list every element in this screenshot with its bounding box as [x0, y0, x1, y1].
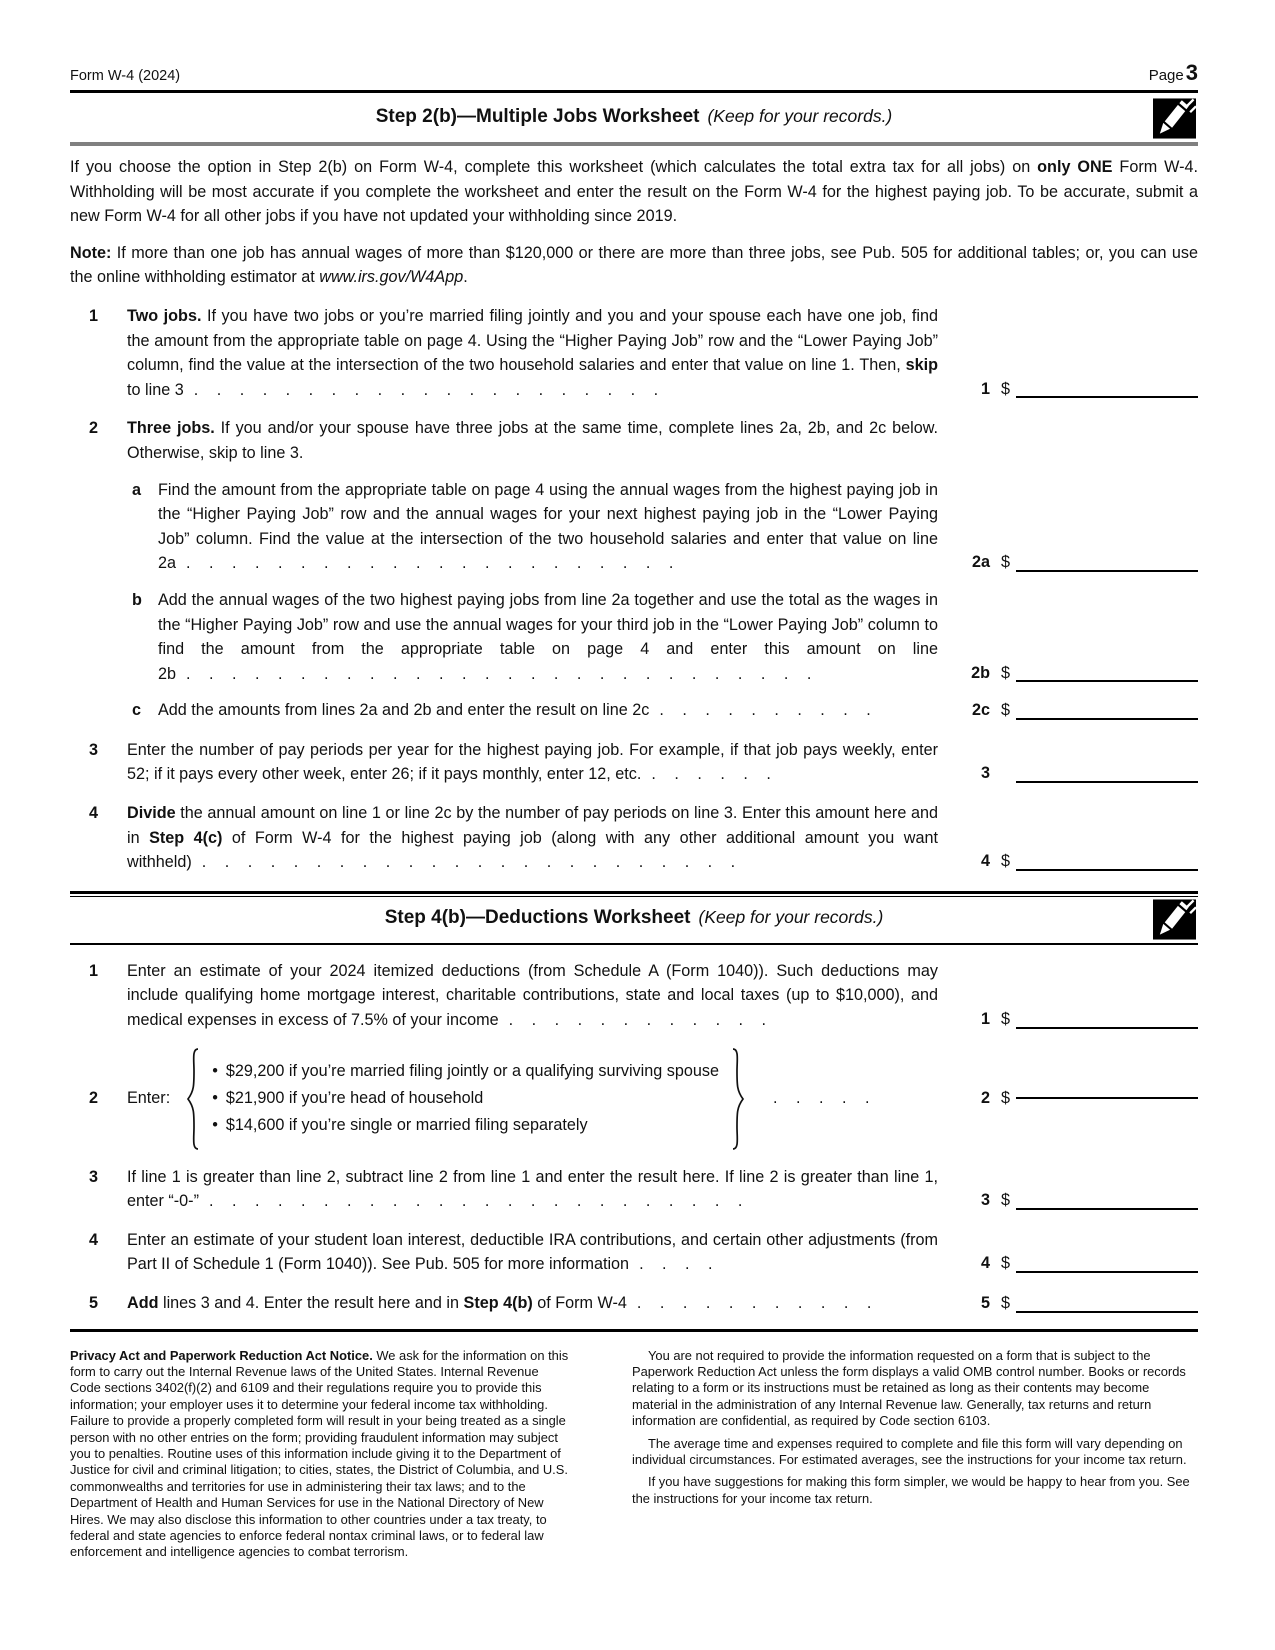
w1-line-2b	[70, 588, 1198, 686]
dollar-sign: $	[1001, 1294, 1011, 1312]
w1-line-4-amount-field[interactable]	[1016, 867, 1198, 871]
w2-line-1	[70, 959, 1198, 1033]
dollar-sign: $	[1001, 852, 1011, 871]
form-id: Form W-4 (2024)	[70, 68, 181, 84]
w1-line-2b-amount-field[interactable]	[1016, 678, 1198, 682]
w2-line-3-entry: 3 $	[950, 1165, 1198, 1214]
dollar-sign: $	[1001, 663, 1011, 682]
worksheet1-title: Step 2(b)—Multiple Jobs Worksheet	[375, 106, 700, 127]
w1-line-3	[70, 738, 1198, 787]
w2-line-2	[70, 1047, 1198, 1151]
dot-leader: . . . .	[639, 1255, 714, 1274]
dot-leader: . . . . . .	[651, 765, 772, 784]
w2-line-5-entry: 5 $	[950, 1291, 1198, 1317]
w1-line-1-number: 1	[89, 306, 99, 325]
dollar-sign: $	[1001, 1191, 1011, 1210]
w1-line-2	[70, 416, 1198, 465]
w2-line-1-entry: 1 $	[950, 959, 1198, 1033]
w1-line-2c-text: Add the amounts from lines 2a and 2b and enter the result on line 2c . . . . . . . . . .	[158, 701, 872, 720]
pencil-icon	[1153, 98, 1196, 139]
dot-leader: . . . . . . . . . . . . . . . . . . . . .	[193, 380, 660, 399]
w1-line-2b-text: Add the annual wages of the two highest paying jobs from line 2a together and use the total as the wages in the “Higher Paying Job” row and use the annual wages for your third job in the “Lower Paying Job” column to find the amount from the appropriate table on page 4 and enter this amount on line 2b . . . . . . . . . . . . . . . . . . . . . . . . . . . .	[158, 590, 938, 683]
footer-divider	[70, 1329, 1198, 1332]
dollar-sign: $	[1001, 1010, 1011, 1029]
w2-line-3-text: If line 1 is greater than line 2, subtract line 2 from line 1 and enter the result here. If line 2 is greater than line 1, enter “-0-” . . . . . . . . . . . . . . . . . . . . . . . .	[127, 1167, 938, 1211]
w1-line-1-entry: 1 $	[950, 304, 1198, 402]
w1-line-1-amount-field[interactable]	[1016, 394, 1198, 398]
dollar-sign: $	[1001, 1088, 1011, 1107]
worksheet2-subtitle: (Keep for your records.)	[698, 906, 884, 927]
w1-line-2b-entry: 2b $	[950, 588, 1198, 686]
w1-line-2c-letter: c	[132, 701, 142, 720]
worksheet2-header-band	[70, 891, 1198, 945]
bullet-icon: •	[212, 1116, 218, 1135]
dot-leader: . . . . . . . . . . . .	[508, 1011, 768, 1030]
w1-line-2a-amount-field[interactable]	[1016, 568, 1198, 572]
dot-leader: . . . . . . . . . . . . . . . . . . . . . .	[186, 554, 675, 573]
w2-line-5-text: Add lines 3 and 4. Enter the result here and in Step 4(b) of Form W-4 . . . . . . . . . . .	[127, 1294, 873, 1312]
right-brace-icon	[729, 1047, 747, 1151]
option-head-of-household: • $21,900 if you’re head of household	[212, 1089, 484, 1108]
enter-label: Enter:	[127, 1089, 171, 1108]
w2-line-5	[70, 1291, 1198, 1317]
w1-line-2c	[70, 698, 1198, 724]
privacy-act-notice: Privacy Act and Paperwork Reduction Act Notice. We ask for the information on this form to carry out the Internal Revenue laws of the United States. Internal Revenue Code sections 3402(f)(2) and 6109 and their regulations require you to provide this information; your employer uses it to determine your federal income tax withholding. Failure to provide a properly completed form will result in your being treated as a single person with no other entries on the form; providing fraudulent information may subject you to penalties. Routine uses of this information include giving it to the Department of Justice for civil and criminal litigation; to cities, states, the District of Columbia, and U.S. commonwealths and territories for use in administering their tax laws; and to the Department of Health and Human Services for use in the National Directory of New Hires. We may also disclose this information to other countries under a tax treaty, to federal and state agencies to enforce federal nontax criminal laws, or to federal law enforcement and intelligence agencies to combat terrorism.	[70, 1347, 569, 1560]
page-label: Page	[1148, 67, 1184, 84]
dot-leader: . . . . . . . . . . .	[636, 1294, 873, 1312]
w2-line-2-text	[127, 1047, 950, 1151]
w2-line-4-number: 4	[89, 1230, 99, 1249]
worksheet1-header-band	[70, 90, 1198, 146]
w2-line-4	[70, 1228, 1198, 1277]
w1-line-1-text: Two jobs. If you have two jobs or you’re married filing jointly and you and your spouse each have one job, find the amount from the appropriate table on page 4. Using the “Higher Paying Job” row and the “Lower Paying Job” column, find the value at the intersection of the two household salaries and enter that value on line 1. Then, skip to line 3 . . . . . . . . . . . . . . . . . . . . .	[127, 306, 938, 399]
option-married-jointly: • $29,200 if you’re married filing jointly or a qualifying surviving spouse	[212, 1062, 719, 1081]
dot-leader: . . . . . . . . . . . . . . . . . . . . . . . .	[201, 853, 737, 872]
w2-line-4-text: Enter an estimate of your student loan interest, deductible IRA contributions, and certain other adjustments (from Part II of Schedule 1 (Form 1040)). See Pub. 505 for more information . . . .	[127, 1230, 938, 1274]
bullet-icon: •	[212, 1062, 218, 1081]
w1-line-3-number: 3	[89, 740, 99, 759]
standard-deduction-options	[212, 1058, 719, 1139]
w1-line-2a-entry: 2a $	[950, 478, 1198, 576]
page-number: 3	[1185, 60, 1198, 85]
w1-line-2a-letter: a	[132, 480, 142, 499]
w1-line-2c-amount-field[interactable]	[1016, 716, 1198, 720]
withholding-estimator-url: www.irs.gov/W4App	[319, 268, 464, 287]
worksheet2-title: Step 4(b)—Deductions Worksheet	[384, 906, 691, 928]
w1-line-2a-text: Find the amount from the appropriate table on page 4 using the annual wages from the highest paying job in the “Higher Paying Job” row and the annual wages for your next highest paying job in the “Lower Paying Job” column. Find the value at the intersection of the two household salaries and enter that value on line 2a . . . . . . . . . . . . . . . . . . . . . .	[158, 480, 938, 573]
w1-line-4-number: 4	[89, 804, 99, 823]
dollar-sign: $	[1001, 1254, 1011, 1273]
worksheet1-note: Note: If more than one job has annual wages of more than $120,000 or there are more than three jobs, see Pub. 505 for additional tables; or, you can use the online withholding estimator at www.irs.gov/W4App.	[70, 243, 1198, 287]
w2-line-5-amount-field[interactable]	[1016, 1309, 1198, 1313]
notice-paragraph: The average time and expenses required to complete and file this form will vary depending on individual circumstances. For estimated averages, see the instructions for your income tax return.	[632, 1435, 1187, 1468]
notice-paragraph: If you have suggestions for making this form simpler, we would be happy to hear from you. See the instructions for your income tax return.	[632, 1474, 1190, 1506]
w2-line-3-number: 3	[89, 1167, 99, 1186]
worksheet1-intro: If you choose the option in Step 2(b) on Form W-4, complete this worksheet (which calculates the total extra tax for all jobs) on only ONE Form W-4. Withholding will be most accurate if you complete the worksheet and enter the result on the Form W-4 for the highest paying job. To be accurate, submit a new Form W-4 for all other jobs if you have not updated your withholding since 2019.	[70, 158, 1199, 226]
w1-line-2c-entry: 2c $	[950, 698, 1198, 724]
w2-line-1-text: Enter an estimate of your 2024 itemized deductions (from Schedule A (Form 1040)). Such deductions may include qualifying home mortgage interest, charitable contributions, state and local taxes (up to $10,000), and medical expenses in excess of 7.5% of your income . . . . . . . . . . . .	[127, 961, 938, 1030]
w2-line-1-amount-field[interactable]	[1016, 1025, 1198, 1029]
form-header	[70, 62, 1198, 90]
dollar-sign: $	[1001, 553, 1011, 572]
w1-line-1	[70, 304, 1198, 402]
left-brace-icon	[184, 1047, 202, 1151]
w1-line-2-entry	[950, 416, 1198, 465]
dot-leader: . . . . . . . . . . . . . . . . . . . . . . . . . . . .	[186, 664, 813, 683]
w1-line-4-entry: 4 $	[950, 801, 1198, 875]
dot-leader: . . . . .	[772, 1089, 871, 1108]
w2-line-4-entry: 4 $	[950, 1228, 1198, 1277]
dot-leader: . . . . . . . . . . . . . . . . . . . . . . . .	[208, 1192, 744, 1211]
w1-line-4-text: Divide the annual amount on line 1 or line 2c by the number of pay periods on line 3. Enter this amount here and in Step 4(c) of Form W-4 for the highest paying job (along with any other additional amount you want withheld) . . . . . . . . . . . . . . . . . . . . . . . .	[127, 804, 938, 872]
w1-line-2a	[70, 478, 1198, 576]
w2-line-3	[70, 1165, 1198, 1214]
w1-line-4	[70, 801, 1198, 875]
w2-line-3-amount-field[interactable]	[1016, 1206, 1198, 1210]
w1-line-3-amount-field[interactable]	[1016, 779, 1198, 783]
bullet-icon: •	[212, 1089, 218, 1108]
w1-line-3-entry: 3	[950, 738, 1198, 787]
w2-line-1-number: 1	[89, 961, 99, 980]
w1-line-2-text: Three jobs. If you and/or your spouse have three jobs at the same time, complete lines 2a, 2b, and 2c below. Otherwise, skip to line 3.	[127, 419, 938, 462]
pencil-icon	[1153, 899, 1196, 940]
paperwork-reduction-notice	[632, 1348, 1198, 1561]
w1-line-2-number: 2	[89, 419, 99, 438]
w2-line-5-number: 5	[89, 1294, 99, 1312]
w2-line-2-amount-field[interactable]	[1016, 1095, 1198, 1099]
w2-line-2-entry: 2 $	[950, 1047, 1198, 1151]
page-indicator	[1149, 62, 1198, 84]
notice-paragraph: You are not required to provide the information requested on a form that is subject to the Paperwork Reduction Act unless the form displays a valid OMB control number. Books or records relating to a form or its instructions must be retained as long as their contents may become material in the administration of any Internal Revenue law. Generally, tax returns and return information are confidential, as required by Code section 6103.	[632, 1347, 1186, 1429]
w1-line-3-text: Enter the number of pay periods per year for the highest paying job. For example, if that job pays weekly, enter 52; if it pays every other week, enter 26; if it pays monthly, enter 12, etc. . . . . . .	[127, 740, 938, 784]
option-single: • $14,600 if you’re single or married filing separately	[212, 1116, 588, 1135]
footer-notices	[70, 1348, 1198, 1561]
dot-leader: . . . . . . . . . .	[659, 701, 872, 720]
w1-line-2b-letter: b	[132, 590, 142, 609]
dollar-sign: $	[1001, 379, 1011, 398]
dollar-sign: $	[1001, 701, 1011, 720]
w2-line-4-amount-field[interactable]	[1016, 1269, 1198, 1273]
w2-line-2-number: 2	[89, 1089, 99, 1108]
worksheet1-subtitle: (Keep for your records.)	[707, 106, 893, 126]
